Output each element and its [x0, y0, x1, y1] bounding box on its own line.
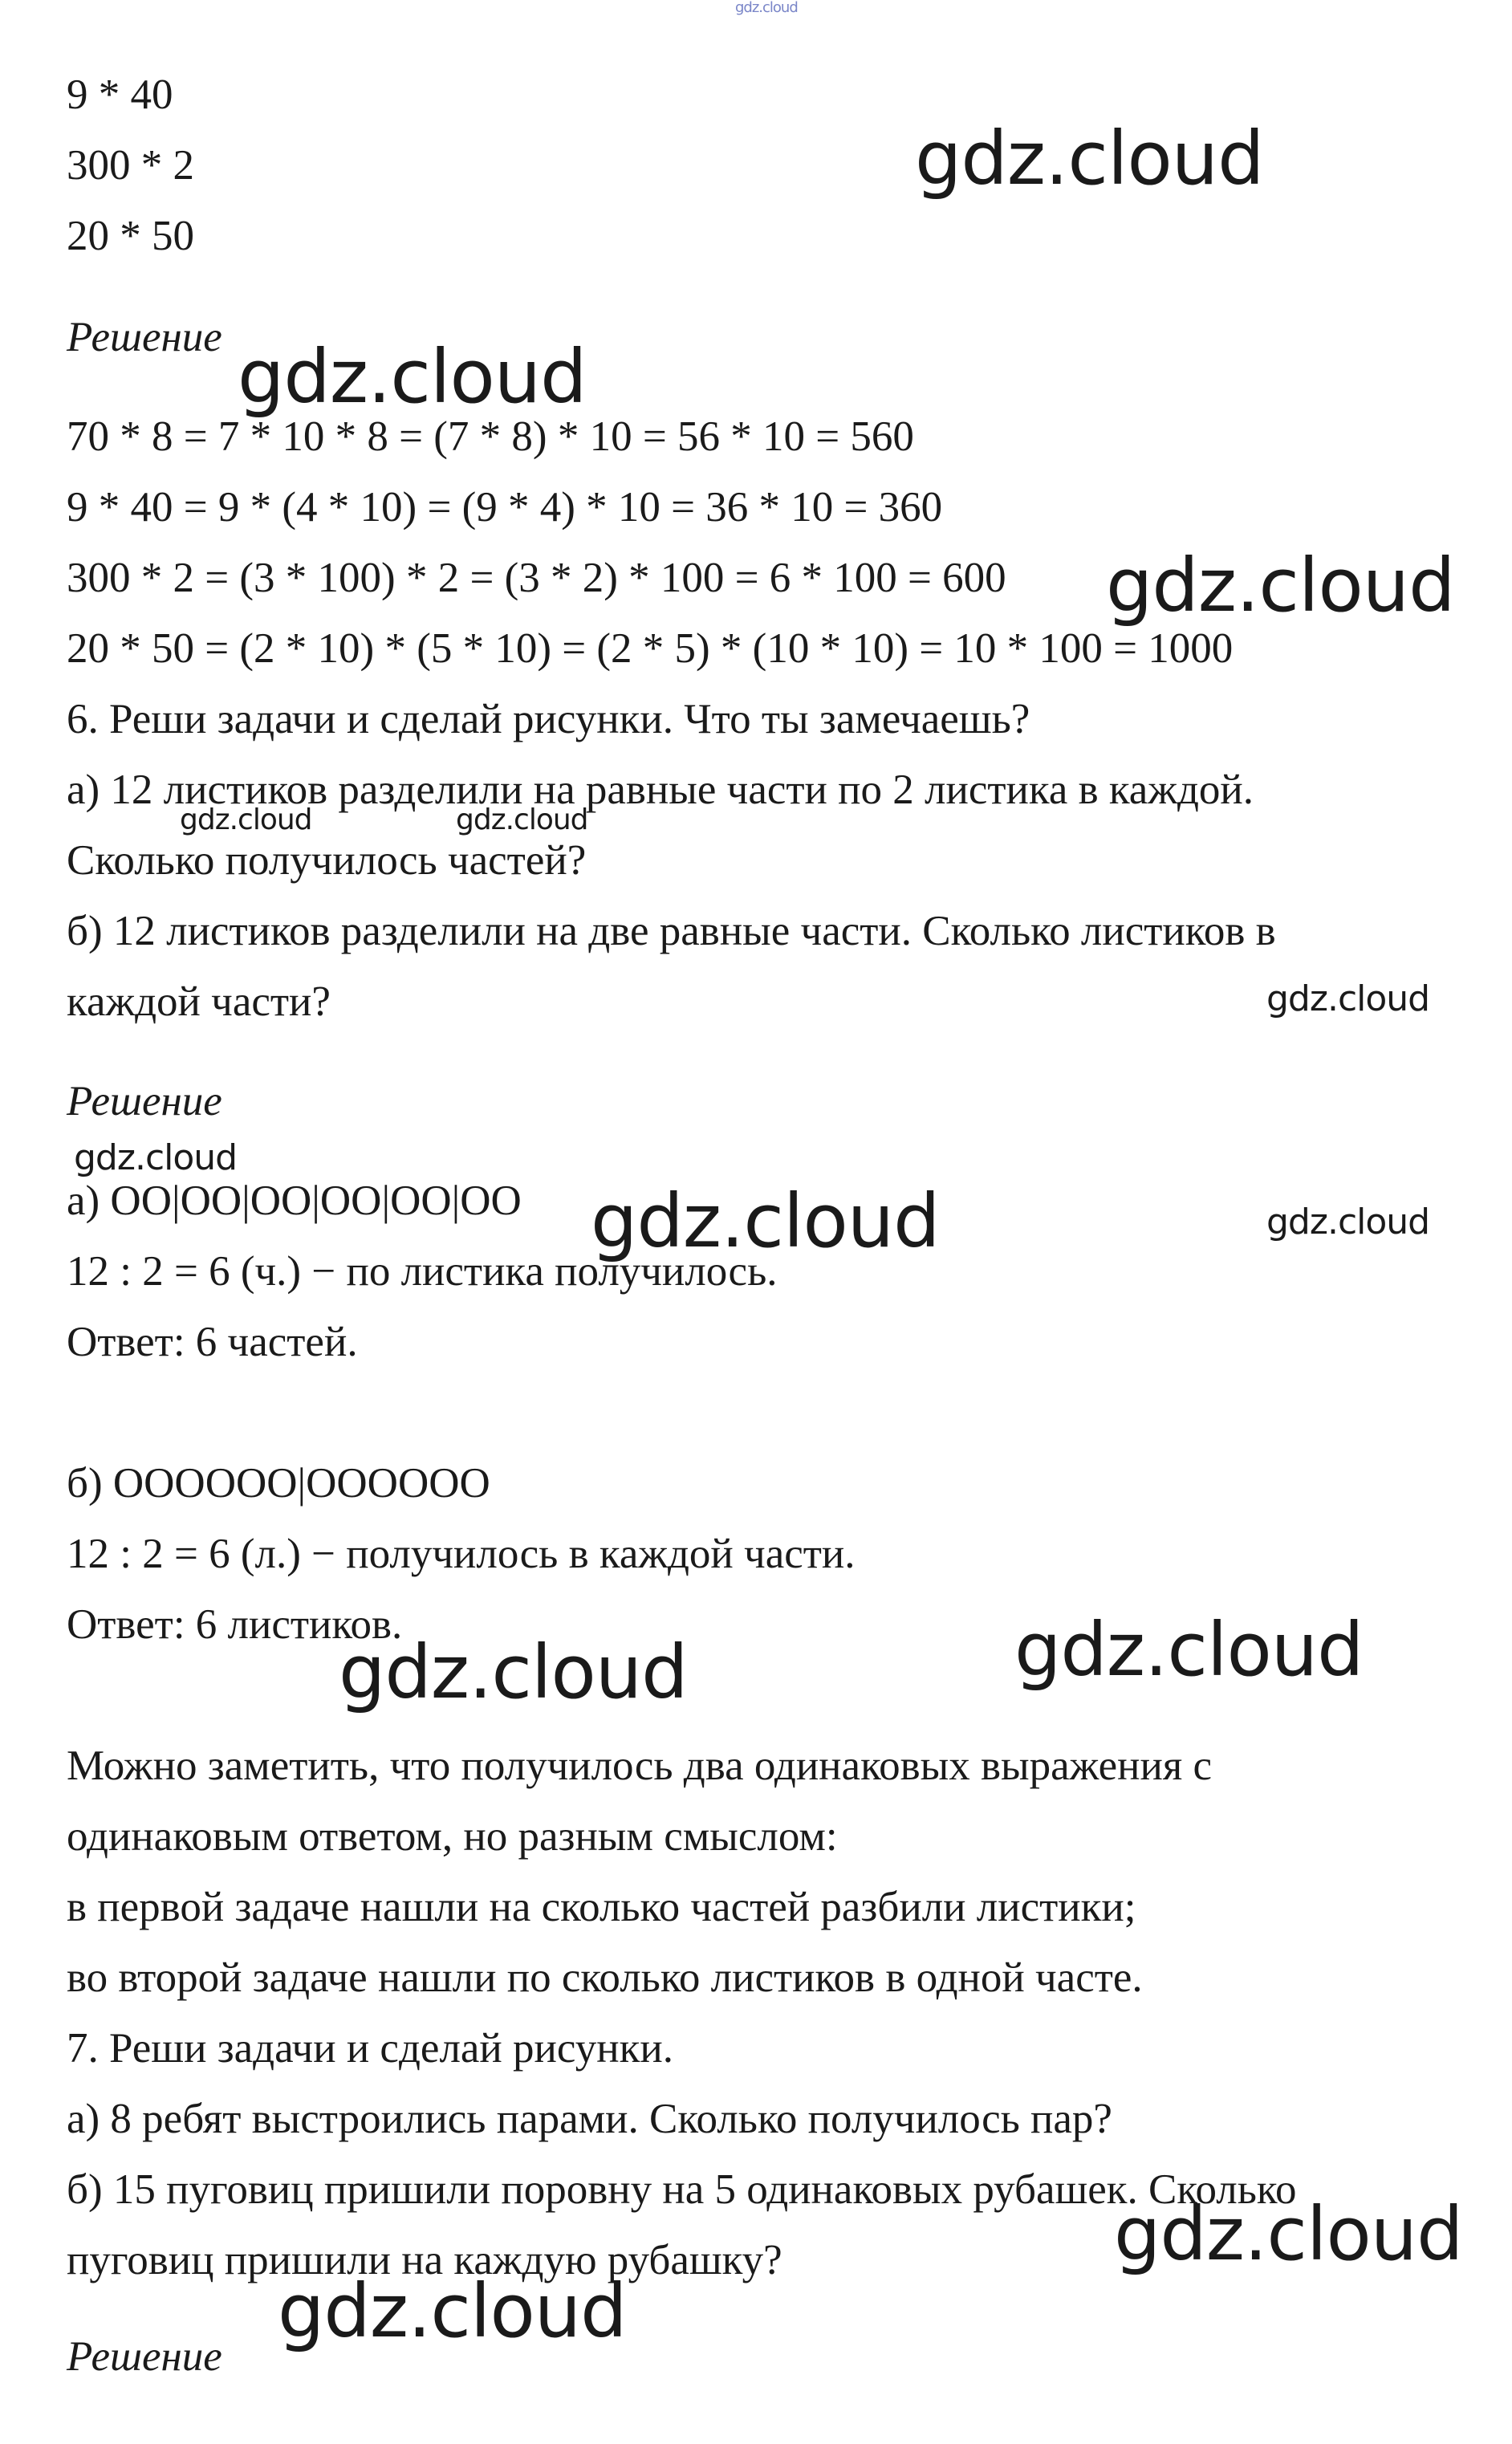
text-line: в первой задаче нашли на сколько частей разбили листики;	[67, 1884, 1136, 1930]
text-line: 12 : 2 = 6 (л.) − получилось в каждой части.	[67, 1531, 856, 1577]
watermark: gdz.cloud	[1106, 543, 1455, 628]
text-line: а) ОО|ОО|ОО|ОО|ОО|ОО	[67, 1177, 522, 1224]
watermark: gdz.cloud	[74, 1137, 238, 1178]
watermark: gdz.cloud	[1266, 978, 1430, 1019]
watermark: gdz.cloud	[238, 334, 587, 420]
watermark: gdz.cloud	[1114, 2191, 1463, 2277]
text-line: 300 * 2	[67, 142, 194, 189]
solution-heading: Решение	[67, 1078, 222, 1124]
header-watermark: gdz.cloud	[735, 0, 798, 16]
watermark: gdz.cloud	[180, 803, 312, 836]
text-line: Сколько получилось частей?	[67, 837, 587, 884]
watermark: gdz.cloud	[339, 1629, 688, 1715]
watermark: gdz.cloud	[456, 803, 588, 836]
watermark: gdz.cloud	[591, 1178, 940, 1264]
text-line: а) 12 листиков разделили на равные части по 2 листика в каждой.	[67, 767, 1254, 813]
text-line: одинаковым ответом, но разным смыслом:	[67, 1813, 838, 1860]
text-line: 20 * 50	[67, 213, 194, 259]
text-line: Ответ: 6 листиков.	[67, 1601, 403, 1648]
solution-heading: Решение	[67, 314, 222, 360]
task-heading: 7. Реши задачи и сделай рисунки.	[67, 2025, 673, 2072]
text-line: во второй задаче нашли по сколько листиков в одной часте.	[67, 1954, 1143, 2001]
text-line: Ответ: 6 частей.	[67, 1319, 358, 1365]
text-line: 12 : 2 = 6 (ч.) − по листика получилось.	[67, 1248, 778, 1295]
text-line: 9 * 40 = 9 * (4 * 10) = (9 * 4) * 10 = 36 * 10 = 360	[67, 484, 943, 531]
watermark: gdz.cloud	[278, 2268, 627, 2354]
text-line: Можно заметить, что получилось два одинаковых выражения с	[67, 1743, 1212, 1789]
text-line: б) ОООООО|ОООООО	[67, 1460, 490, 1507]
text-line: пуговиц пришили на каждую рубашку?	[67, 2237, 782, 2283]
text-line: а) 8 ребят выстроились парами. Сколько получилось пар?	[67, 2096, 1112, 2142]
text-line: б) 15 пуговиц пришили поровну на 5 одинаковых рубашек. Сколько	[67, 2166, 1297, 2213]
watermark: gdz.cloud	[1014, 1607, 1364, 1693]
text-line: 9 * 40	[67, 71, 173, 118]
text-line: 300 * 2 = (3 * 100) * 2 = (3 * 2) * 100 = 6 * 100 = 600	[67, 555, 1006, 601]
watermark: gdz.cloud	[915, 116, 1264, 201]
text-line: б) 12 листиков разделили на две равные части. Сколько листиков в	[67, 908, 1276, 954]
text-line: 70 * 8 = 7 * 10 * 8 = (7 * 8) * 10 = 56 * 10 = 560	[67, 413, 914, 460]
solution-heading: Решение	[67, 2333, 222, 2380]
watermark: gdz.cloud	[1266, 1202, 1430, 1242]
text-line: 20 * 50 = (2 * 10) * (5 * 10) = (2 * 5) * (10 * 10) = 10 * 100 = 1000	[67, 625, 1234, 672]
task-heading: 6. Реши задачи и сделай рисунки. Что ты замечаешь?	[67, 696, 1030, 742]
text-line: каждой части?	[67, 978, 331, 1025]
